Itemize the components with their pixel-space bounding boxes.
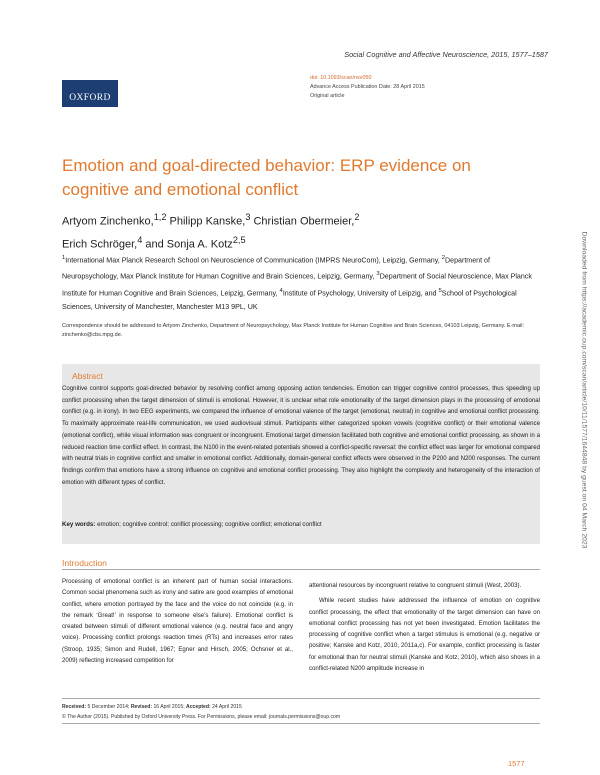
affiliation-text: Department of Neuropsychology, Max Planck Institute for Human Cognitive and Brain Sciences, Leipzig, Germany,	[62, 256, 490, 281]
footer-divider	[62, 698, 540, 699]
article-meta	[310, 74, 425, 101]
author-name: and Sonja A. Kotz	[142, 238, 233, 251]
download-notice: Downloaded from https://academic.oup.com/scan/article/10/11/1577/1644848 by guest on 04 March 2023	[580, 231, 588, 549]
author-name: Artyom Zinchenko,	[62, 215, 154, 228]
body-column-left: Processing of emotional conflict is an inherent part of human social interactions. Common social phenomena such as irony and satire are good examples of emotional conflict, where emotion portrayed by the face and the voice do not coincide (e.g. in the remark ‘Great!’ in response to someone else’s failure). Emotional conflict is created between stimuli of different emotional valence (e.g. neutral face and angry voice). Processing conflict prolongs reaction times (RTs) and increases error rates (Stroop, 1935; Simon and Rudell, 1967; Egner and Hirsch, 2005; Ochsner et al., 2009) reflecting increased competition for	[62, 578, 293, 665]
author-name: Christian Obermeier,	[250, 215, 355, 228]
author-affiliation-marker: 1,2	[153, 212, 167, 222]
advance-access-date: Advance Access Publication Date: 28 April 2015	[310, 84, 425, 90]
received-dates	[62, 704, 242, 710]
accepted-date: 24 April 2015	[210, 704, 242, 710]
oxford-logo	[62, 80, 118, 107]
affiliations	[62, 251, 540, 314]
affiliation-text: Institute of Psychology, University of Leipzig, and	[282, 289, 439, 298]
heading-divider	[62, 569, 540, 570]
doi-link[interactable]: doi: 10.1093/scan/nsv050	[310, 75, 372, 81]
author-affiliation-marker: 3	[245, 212, 251, 222]
affiliation-marker: 1	[62, 255, 66, 261]
introduction-heading: Introduction	[62, 558, 107, 568]
footer-divider	[62, 723, 540, 724]
copyright-notice: © The Author (2015). Published by Oxford University Press. For Permissions, please email: journals.permissions@oup.com	[62, 714, 341, 720]
received-date: 5 December 2014;	[86, 704, 131, 710]
revised-date: 16 April 2015;	[152, 704, 187, 710]
abstract-heading: Abstract	[72, 371, 103, 381]
article-type: Original article	[310, 93, 345, 99]
keywords-list: emotion; cognitive control; conflict processing; cognitive conflict; emotional conflict	[97, 521, 322, 528]
author-affiliation-marker: 2,5	[232, 234, 246, 245]
accepted-label: Accepted:	[186, 704, 211, 710]
logo-text: OXFORD	[69, 93, 111, 103]
paragraph: attentional resources by incongruent relative to congruent stimuli (West, 2003).	[309, 582, 522, 589]
page-number: 1577	[508, 759, 525, 768]
affiliation-marker: 5	[438, 287, 442, 294]
keywords-label: Key words:	[62, 521, 96, 528]
author-affiliation-marker: 4	[137, 234, 143, 245]
author-name: Erich Schröger,	[62, 238, 138, 251]
affiliation-text: School of Psychological Sciences, University of Manchester, Manchester M13 9PL, UK	[62, 289, 517, 312]
keywords	[62, 521, 540, 528]
abstract-text: Cognitive control supports goal-directed behavior by resolving conflict among opposing action tendencies. Emotion can trigger cognitive control processes, thus speeding up conflict processing when the target dimension of stimuli is emotional. However, it is unclear what role emotionality of the target dimension plays in the processing of emotional conflict (e.g. in irony). In two EEG experiments, we compared the influence of emotional valence of the target (emotional, neutral) in cognitive and emotional conflict processing. To maximally approximate real-life communication, we used audiovisual stimuli. Participants either categorized spoken vowels (cognitive conflict) or their emotional valence (emotional conflict), while visual information was congruent or incongruent. Emotional target dimension facilitated both cognitive and emotional conflict processing, as shown in a reduced reaction time conflict effect. In contrast, the N100 in the event-related potentials showed a conflict-specific reversal: the conflict effect was larger for emotional compared with neutral trials in cognitive conflict and smaller in emotional conflict. Additionally, domain-general conflict effects were observed in the P200 and N200 responses. The current findings confirm that emotions have a strong influence on cognitive and emotional conflict processing. They also highlight the complexity and heterogeneity of the interaction of emotion with different types of conflict.	[62, 385, 540, 486]
affiliation-marker: 2	[441, 255, 445, 261]
revised-label: Revised:	[130, 704, 153, 710]
affiliation-marker: 3	[376, 271, 380, 278]
body-column-right	[309, 580, 540, 674]
affiliation-text: International Max Planck Research School on Neuroscience of Communication (IMPRS NeuroCom), Leipzig, Germany,	[65, 256, 442, 265]
author-name: Philipp Kanske,	[166, 215, 246, 228]
paragraph: While recent studies have addressed the influence of emotion on cognitive conflict processing, the effect that emotionality of the target dimension can have on emotional conflict processing has not yet been investigated. Emotion facilitates the processing of cognitive conflict when a target stimulus is emotional (e.g. negative or positive; Kanske and Kotz, 2010, 2011a,c). For example, conflict processing is faster for emotional than for neutral stimuli (Kanske and Kotz, 2010), which also shows in a conflict-related N200 amplitude increase in	[309, 597, 540, 673]
author-list	[62, 208, 532, 253]
author-affiliation-marker: 2	[354, 212, 360, 222]
received-label: Received:	[62, 704, 87, 710]
affiliation-text: Department of Social Neuroscience, Max Planck Institute for Human Cognitive and Brain Sciences, Leipzig, Germany,	[62, 272, 532, 298]
journal-citation: Social Cognitive and Affective Neuroscience, 2015, 1577–1587	[344, 50, 548, 59]
correspondence-note: Correspondence should be addressed to Artyom Zinchenko, Department of Neuropsychology, Max Planck Institute for Human Cognitive and Brain Sciences, 04103 Leipzig, Germany. E-mail: zinchenko@cbs.mpg.de.	[62, 323, 525, 338]
affiliation-marker: 4	[279, 287, 283, 294]
article-title: Emotion and goal-directed behavior: ERP evidence on cognitive and emotional conflict	[62, 156, 471, 199]
